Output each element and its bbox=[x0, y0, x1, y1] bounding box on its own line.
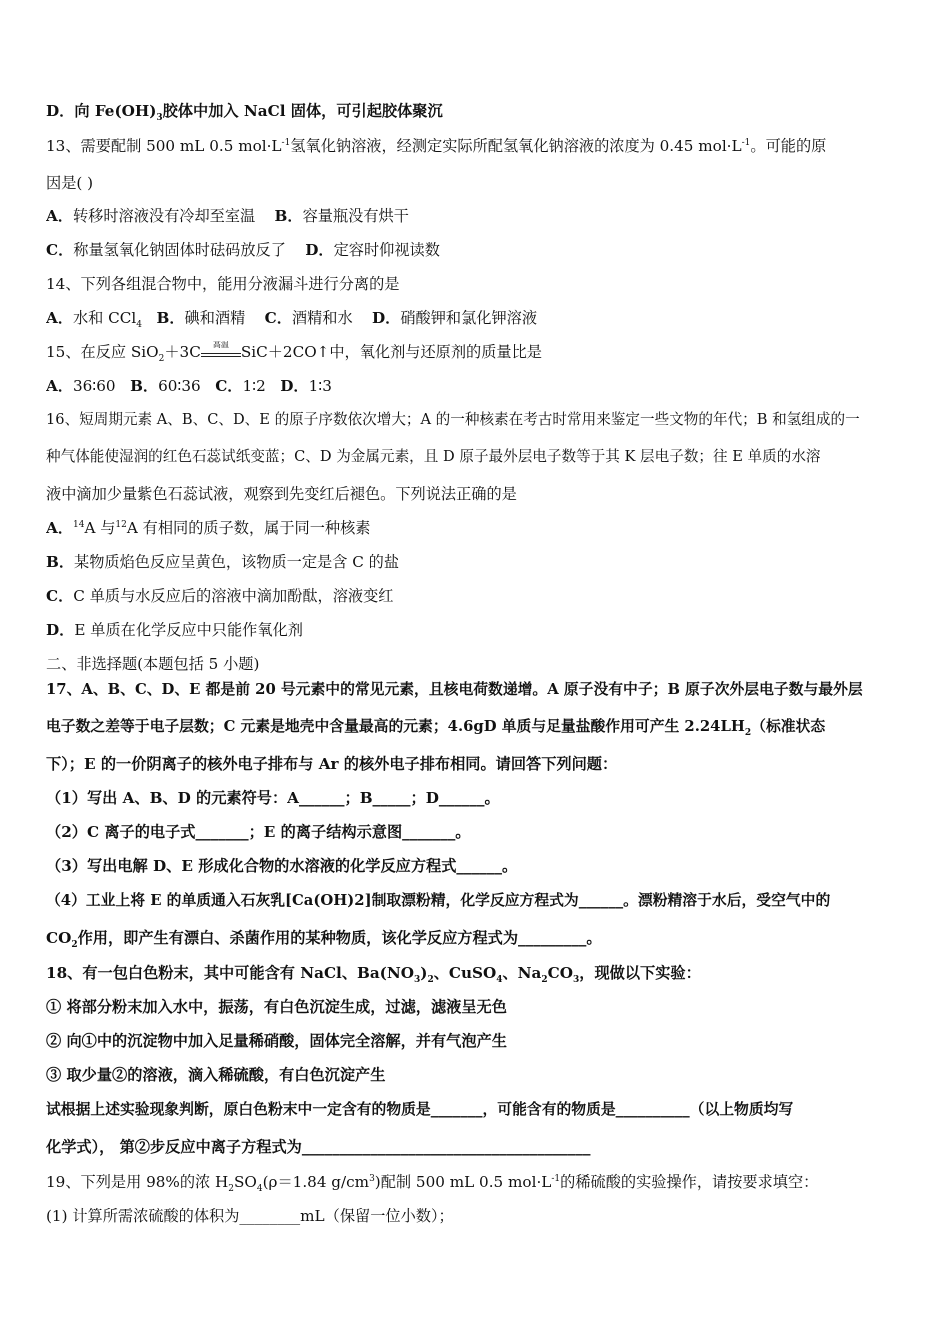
option-text: 称量氢氧化钠固体时砝码放反了 bbox=[73, 241, 286, 259]
q18-step1: ① 将部分粉末加入水中，振荡，有白色沉淀生成，过滤，滤液呈无色 bbox=[46, 998, 507, 1016]
option-label: D． bbox=[280, 377, 309, 395]
stem-text: 13、需要配制 500 mL 0.5 mol·L bbox=[46, 137, 282, 155]
option-text: 某物质焰色反应呈黄色，该物质一定是含 C 的盐 bbox=[74, 553, 400, 571]
subscript: 2 bbox=[541, 975, 548, 984]
option-text: A 与 bbox=[84, 519, 116, 537]
q19-stem bbox=[46, 1171, 908, 1193]
q17-part2: （2）C 离子的电子式_______；E 的离子结构示意图_______。 bbox=[46, 823, 471, 841]
q17-part1: （1）写出 A、B、D 的元素符号：A______；B_____；D______。 bbox=[46, 789, 500, 807]
option-label: B． bbox=[274, 207, 303, 225]
option-label: A． bbox=[46, 377, 73, 395]
subscript: 2 bbox=[71, 940, 78, 949]
q18-question-line2: 化学式）， 第②步反应中离子方程式为______________________________________ bbox=[46, 1138, 591, 1156]
q17-stem-line3: 下）；E 的一价阴离子的核外电子排布与 Ar 的核外电子排布相同。请回答下列问题： bbox=[46, 755, 618, 773]
option-text: 转移时溶液没有冷却至室温 bbox=[72, 207, 256, 225]
q13-stem-line2: 因是( ) bbox=[46, 174, 94, 192]
stem-text: 15、在反应 SiO bbox=[46, 343, 159, 361]
subscript: 2 bbox=[427, 975, 434, 984]
option-text: 酒精和水 bbox=[291, 309, 353, 327]
stem-text: 18、有一包白色粉末，其中可能含有 NaCl、Ba(NO bbox=[46, 964, 414, 982]
q16-stem-line1: 16、短周期元素 A、B、C、D、E 的原子序数依次增大；A 的一种核素在考古时常用来鉴定一些文物的年代；B 和氢组成的一 bbox=[46, 411, 860, 428]
q17-part3: （3）写出电解 D、E 形成化合物的水溶液的化学反应方程式______。 bbox=[46, 857, 518, 875]
option-text: 1∶2 bbox=[242, 377, 266, 395]
stem-text: CO bbox=[46, 929, 72, 947]
q13-options-cd bbox=[46, 239, 908, 261]
q17-part4: （4）工业上将 E 的单质通入石灰乳[Ca(OH)2]制取漂粉精，化学反应方程式为______。漂粉精溶于水后，受空气中的 bbox=[46, 892, 831, 909]
superscript: -1 bbox=[741, 137, 751, 148]
stem-text: 电子数之差等于电子层数；C 元素是地壳中含量最高的元素；4.6gD 单质与足量盐酸作用可产生 2.24LH bbox=[46, 718, 745, 735]
subscript: 3 bbox=[156, 113, 163, 122]
q16-stem-line3: 液中滴加少量紫色石蕊试液，观察到先变红后褪色。下列说法正确的是 bbox=[46, 485, 517, 503]
superscript: 3 bbox=[369, 1173, 375, 1184]
option-label: D． bbox=[305, 241, 334, 259]
reaction-arrow-icon bbox=[201, 341, 241, 360]
stem-text: (ρ＝1.84 g/cm bbox=[262, 1173, 370, 1191]
option-text: 水和 CCl bbox=[72, 309, 137, 327]
stem-text: CO bbox=[547, 964, 573, 982]
stem-text: )配制 500 mL 0.5 mol·L bbox=[374, 1173, 552, 1191]
option-text: 向 Fe(OH) bbox=[74, 102, 157, 120]
subscript: 3 bbox=[413, 975, 421, 984]
option-text: C 单质与水反应后的溶液中滴加酚酞，溶液变红 bbox=[73, 587, 394, 605]
section-heading: 二、非选择题(本题包括 5 小题) bbox=[46, 655, 260, 673]
superscript: -1 bbox=[281, 137, 291, 148]
stem-text: 19、下列是用 98%的浓 H bbox=[46, 1173, 229, 1191]
stem-text: 氢氧化钠溶液，经测定实际所配氢氧化钠溶液的浓度为 0.45 mol·L bbox=[290, 137, 742, 155]
subscript: 2 bbox=[744, 727, 752, 738]
option-text: 碘和酒精 bbox=[184, 309, 246, 327]
option-text: 定容时仰视读数 bbox=[333, 241, 440, 259]
superscript: -1 bbox=[551, 1173, 561, 1184]
subscript: 4 bbox=[256, 1184, 263, 1193]
q18-question-line1: 试根据上述实验现象判断，原白色粉末中一定含有的物质是_______，可能含有的物质是__________（以上物质均写 bbox=[46, 1101, 794, 1118]
stem-text: SO bbox=[234, 1173, 257, 1191]
q15-options bbox=[46, 375, 908, 397]
q16-option-c bbox=[46, 585, 908, 607]
option-label: C． bbox=[46, 587, 74, 605]
q12-option-d bbox=[46, 100, 908, 122]
option-text: 硝酸钾和氯化钾溶液 bbox=[400, 309, 537, 327]
option-text: 胶体中加入 NaCl 固体，可引起胶体聚沉 bbox=[162, 102, 443, 120]
option-text: 容量瓶没有烘干 bbox=[302, 207, 409, 225]
q13-stem-line1 bbox=[46, 135, 908, 157]
q14-stem: 14、下列各组混合物中，能用分液漏斗进行分离的是 bbox=[46, 275, 400, 293]
stem-text: 、CuSO bbox=[433, 964, 497, 982]
arrow-label: 高温 bbox=[212, 341, 229, 349]
subscript: 2 bbox=[228, 1184, 235, 1193]
option-text: 1∶3 bbox=[308, 377, 332, 395]
subscript: 2 bbox=[158, 354, 165, 363]
q14-options bbox=[46, 307, 908, 329]
option-label: A． bbox=[46, 519, 73, 537]
subscript: 4 bbox=[136, 320, 143, 329]
option-label: B． bbox=[46, 553, 75, 571]
stem-text: ) bbox=[420, 964, 428, 982]
option-label: B． bbox=[130, 377, 159, 395]
q17-stem-line1: 17、A、B、C、D、E 都是前 20 号元素中的常见元素，且核电荷数递增。A 原子没有中子；B 原子次外层电子数与最外层 bbox=[46, 681, 863, 698]
q19-part1: (1) 计算所需浓硫酸的体积为________mL（保留一位小数）； bbox=[46, 1207, 454, 1225]
stem-text: 、Na bbox=[502, 964, 542, 982]
superscript: 14 bbox=[72, 519, 85, 530]
option-label: A． bbox=[46, 207, 73, 225]
stem-text: （标准状态 bbox=[751, 718, 826, 735]
q16-option-a bbox=[46, 517, 908, 539]
stem-text: 的稀硫酸的实验操作，请按要求填空： bbox=[560, 1173, 819, 1191]
stem-text: 作用，即产生有漂白、杀菌作用的某种物质，该化学反应方程式为_________。 bbox=[77, 929, 602, 947]
option-text: E 单质在化学反应中只能作氧化剂 bbox=[74, 621, 303, 639]
subscript: 4 bbox=[496, 975, 503, 984]
option-text: 36∶60 bbox=[72, 377, 116, 395]
stem-text: SiC＋2CO↑中，氧化剂与还原剂的质量比是 bbox=[240, 343, 542, 361]
stem-text: ＋3C bbox=[164, 343, 201, 361]
q17-part4-cont bbox=[46, 927, 908, 949]
option-label: C． bbox=[46, 241, 74, 259]
option-text: A 有相同的质子数，属于同一种核素 bbox=[126, 519, 371, 537]
q16-option-d bbox=[46, 619, 908, 641]
option-label: A． bbox=[46, 309, 73, 327]
q13-options-ab bbox=[46, 205, 908, 227]
option-label: D． bbox=[46, 102, 75, 120]
q17-stem-line2 bbox=[46, 716, 908, 738]
stem-text: ，现做以下实验： bbox=[579, 964, 701, 982]
stem-text: 。可能的原 bbox=[750, 137, 827, 155]
q18-step2: ② 向①中的沉淀物中加入足量稀硝酸，固体完全溶解，并有气泡产生 bbox=[46, 1032, 507, 1050]
q16-stem-line2: 种气体能使湿润的红色石蕊试纸变蓝；C、D 为金属元素，且 D 原子最外层电子数等于其 K 层电子数；往 E 单质的水溶 bbox=[46, 448, 821, 465]
q15-stem bbox=[46, 341, 908, 363]
option-label: B． bbox=[156, 309, 185, 327]
option-label: D． bbox=[371, 309, 401, 327]
option-label: C． bbox=[264, 309, 292, 327]
superscript: 12 bbox=[115, 519, 127, 530]
q18-stem bbox=[46, 962, 908, 984]
option-text: 60∶36 bbox=[158, 377, 201, 395]
option-label: D． bbox=[46, 621, 75, 639]
q18-step3: ③ 取少量②的溶液，滴入稀硫酸，有白色沉淀产生 bbox=[46, 1066, 386, 1084]
subscript: 3 bbox=[573, 975, 580, 984]
option-label: C． bbox=[215, 377, 243, 395]
q16-option-b bbox=[46, 551, 908, 573]
